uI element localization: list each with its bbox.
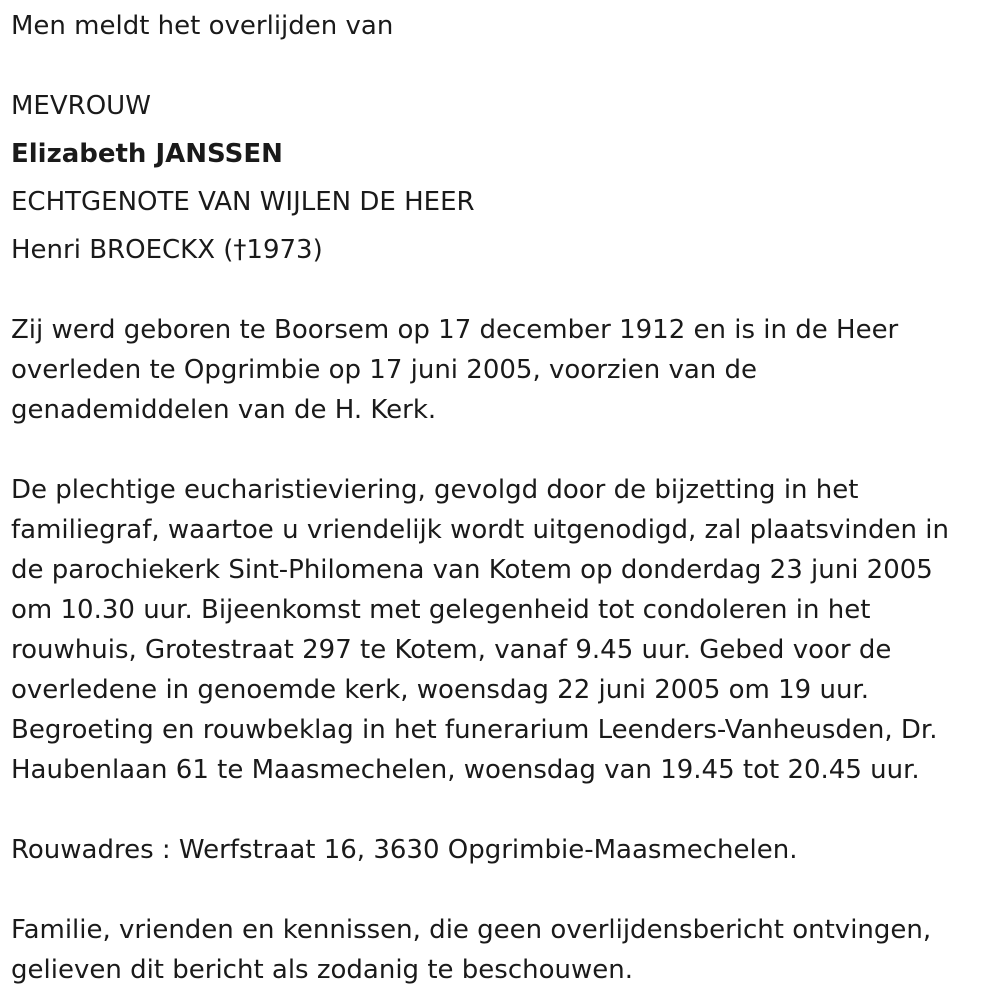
paragraph-line: overleden te Opgrimbie op 17 juni 2005, voorzien van de — [11, 355, 758, 385]
mourning-address: Rouwadres : Werfstraat 16, 3630 Opgrimbie-Maasmechelen. — [11, 835, 798, 865]
paragraph-line: genademiddelen van de H. Kerk. — [11, 395, 437, 425]
paragraph-line: rouwhuis, Grotestraat 297 te Kotem, vanaf 9.45 uur. Gebed voor de — [11, 635, 892, 665]
paragraph-line: Zij werd geboren te Boorsem op 17 december 1912 en is in de Heer — [11, 315, 899, 345]
paragraph-line: gelieven dit bericht als zodanig te beschouwen. — [11, 955, 633, 985]
paragraph-line: Familie, vrienden en kennissen, die geen overlijdensbericht ontvingen, — [11, 915, 932, 945]
deceased-name: Elizabeth JANSSEN — [11, 139, 283, 169]
funeral-paragraph — [11, 470, 996, 790]
spouse-name: Henri BROECKX (†1973) — [11, 235, 323, 265]
paragraph-line: de parochiekerk Sint-Philomena van Kotem op donderdag 23 juni 2005 — [11, 555, 933, 585]
paragraph-line: om 10.30 uur. Bijeenkomst met gelegenheid tot condoleren in het — [11, 595, 871, 625]
paragraph-line: familiegraf, waartoe u vriendelijk wordt uitgenodigd, zal plaatsvinden in — [11, 515, 949, 545]
paragraph-line: overledene in genoemde kerk, woensdag 22 juni 2005 om 19 uur. — [11, 675, 869, 705]
paragraph-line: De plechtige eucharistieviering, gevolgd door de bijzetting in het — [11, 475, 859, 505]
spouse-label: ECHTGENOTE VAN WIJLEN DE HEER — [11, 187, 475, 217]
closing-paragraph — [11, 910, 996, 990]
honorific: MEVROUW — [11, 91, 151, 121]
intro-line: Men meldt het overlijden van — [11, 11, 394, 41]
paragraph-line: Haubenlaan 61 te Maasmechelen, woensdag van 19.45 tot 20.45 uur. — [11, 755, 920, 785]
birth-paragraph — [11, 310, 996, 430]
paragraph-line: Begroeting en rouwbeklag in het funerarium Leenders-Vanheusden, Dr. — [11, 715, 938, 745]
